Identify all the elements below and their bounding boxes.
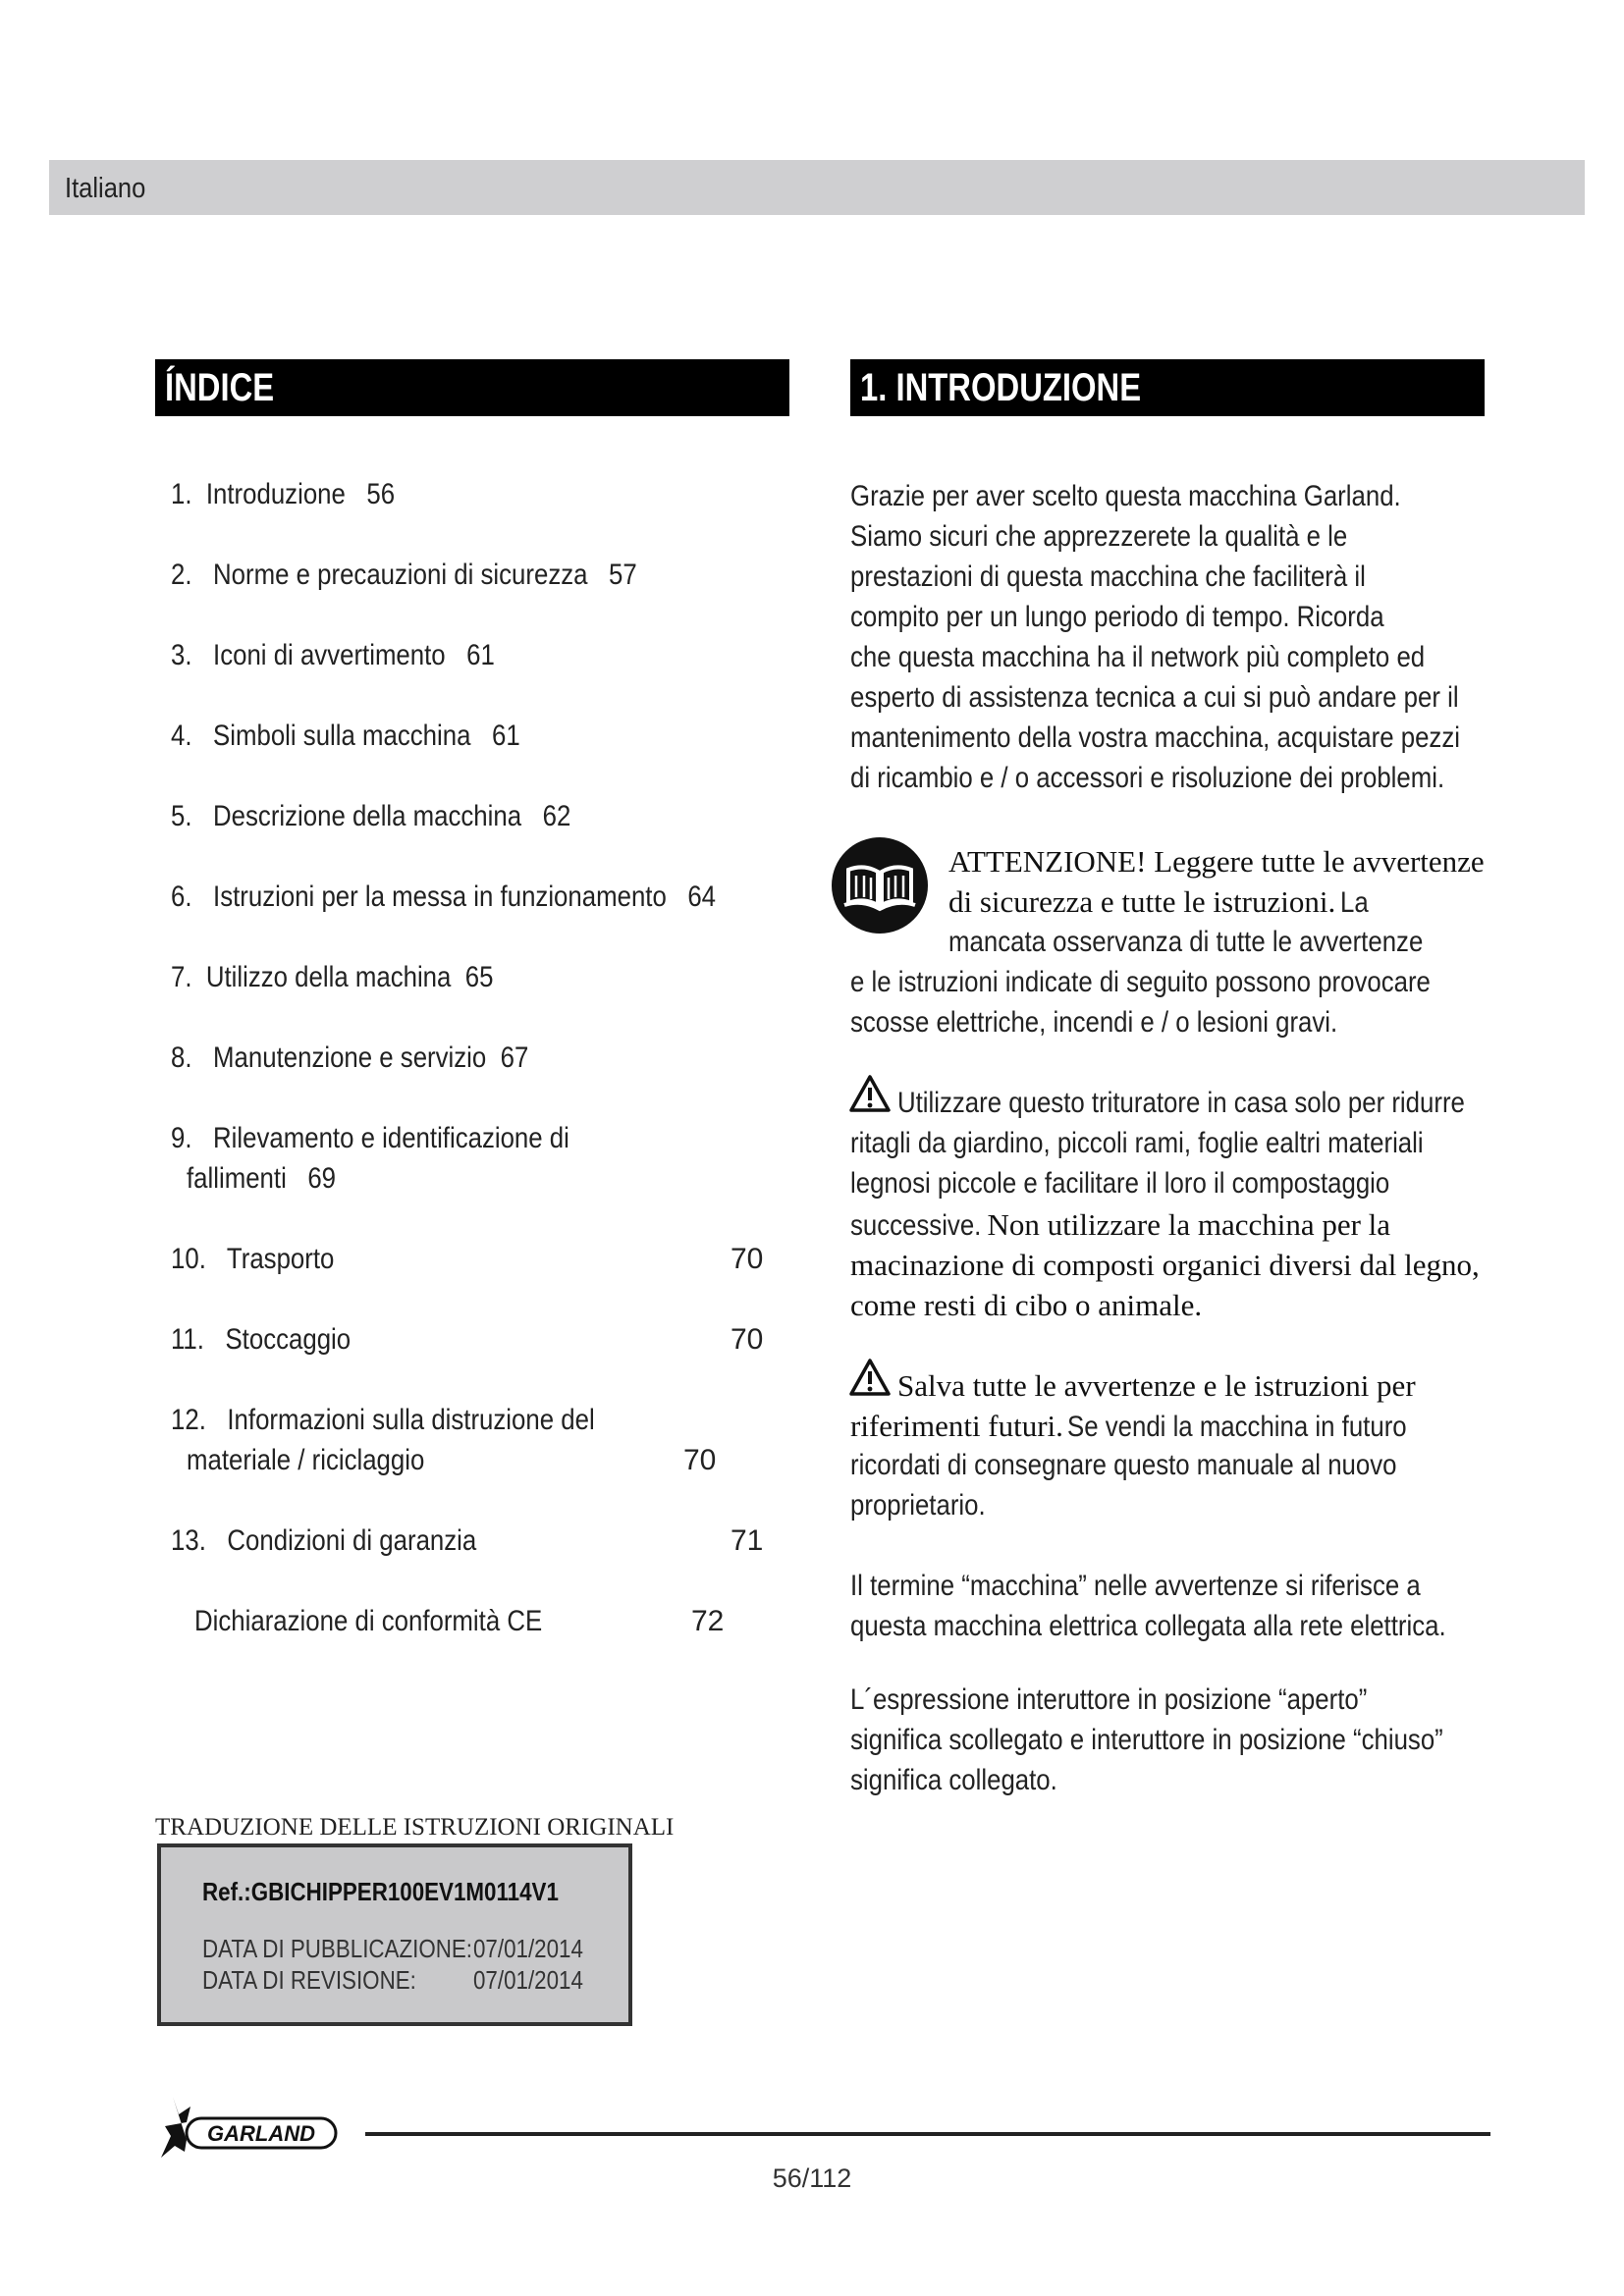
toc-item-continued: fallimenti 69 [187, 1162, 337, 1195]
toc-item: 6. Istruzioni per la messa in funzionamento 64 [171, 881, 717, 913]
warning-triangle-icon [848, 1358, 892, 1397]
toc-item: 4. Simboli sulla macchina 61 [171, 720, 520, 752]
reference-code: Ref.:GBICHIPPER100EV1M0114V1 [202, 1877, 559, 1906]
toc-item: 9. Rilevamento e identificazione di [171, 1122, 569, 1154]
toc-item: 10. Trasporto [171, 1243, 335, 1275]
toc-item: 1. Introduzione 56 [171, 478, 396, 510]
toc-item: Dichiarazione di conformità CE [194, 1605, 543, 1637]
toc-item-continued: materiale / riciclaggio [187, 1444, 425, 1476]
publication-date-label: DATA DI PUBBLICAZIONE: [202, 1934, 473, 1963]
toc-item: 5. Descrizione della macchina 62 [171, 800, 571, 832]
warning-triangle-icon [848, 1074, 892, 1113]
toc-item: 8. Manutenzione e servizio 67 [171, 1041, 529, 1074]
translation-note: TRADUZIONE DELLE ISTRUZIONI ORIGINALI [155, 1814, 675, 1841]
publication-date: 07/01/2014 [473, 1934, 583, 1963]
svg-text:GARLAND: GARLAND [207, 2121, 315, 2146]
toc-item: 11. Stoccaggio [171, 1323, 352, 1356]
garland-logo [157, 2093, 340, 2162]
revision-date-label: DATA DI REVISIONE: [202, 1965, 416, 1995]
toc-page-number: 71 [731, 1524, 764, 1557]
toc-item: 12. Informazioni sulla distruzione del [171, 1404, 595, 1436]
index-heading: ÍNDICE [155, 359, 789, 416]
toc-page-number: 70 [731, 1323, 764, 1356]
toc-item: 3. Iconi di avvertimento 61 [171, 639, 495, 671]
toc-item: 13. Condizioni di garanzia [171, 1524, 477, 1557]
introduction-heading: 1. INTRODUZIONE [850, 359, 1485, 416]
toc-item: 7. Utilizzo della machina 65 [171, 961, 494, 993]
page-number: 56/112 [772, 2163, 852, 2193]
revision-date: 07/01/2014 [473, 1965, 583, 1995]
reference-box [157, 1843, 632, 2026]
language-bar [49, 160, 1585, 215]
toc-item: 2. Norme e precauzioni di sicurezza 57 [171, 559, 637, 591]
read-manual-icon [831, 836, 929, 934]
toc-page-number: 70 [731, 1243, 764, 1275]
language-label: Italiano [65, 173, 146, 204]
toc-page-number: 70 [683, 1444, 717, 1476]
toc-page-number: 72 [691, 1605, 725, 1637]
footer-divider [365, 2132, 1490, 2136]
